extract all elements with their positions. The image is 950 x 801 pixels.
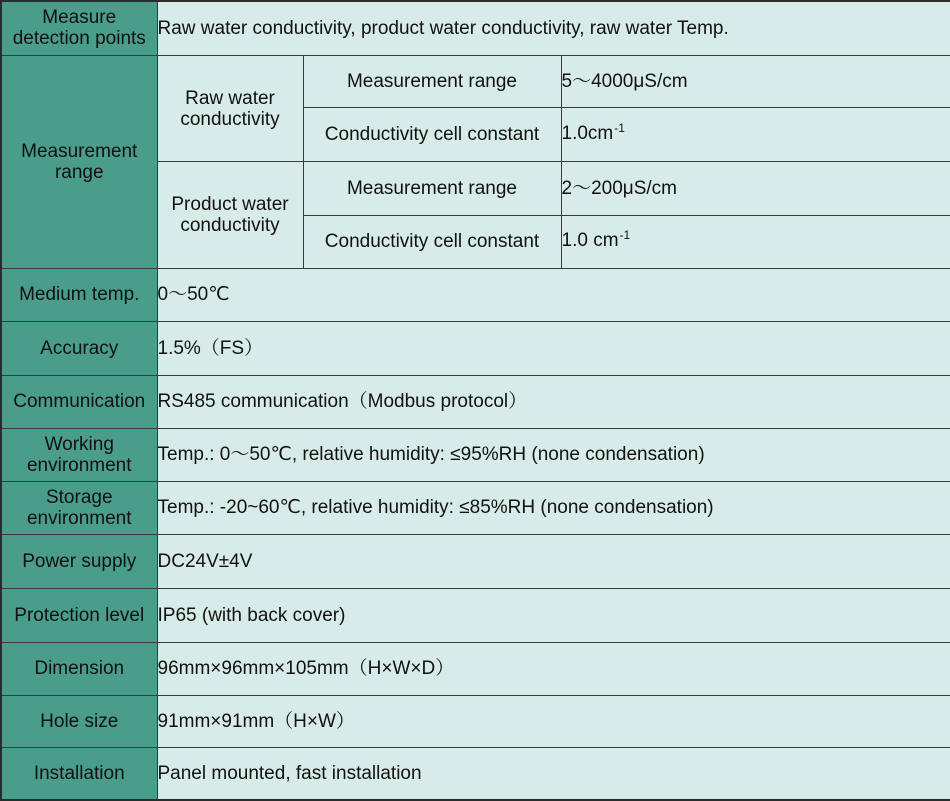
label-protection-level: Protection level [1,589,157,642]
value-product-cell-constant: 1.0 $cm^{-1}$ [561,215,950,268]
label-raw-cell-constant: Conductivity cell constant [303,108,561,162]
label-product-water-conductivity: Product water conductivity [157,162,303,269]
row-power-supply [1,535,950,589]
label-working-environment: Working environment [1,428,157,481]
row-measurement-raw-range [1,55,950,107]
value-raw-cell-constant: $1.0cm^{-1}$ [561,108,950,162]
label-product-cell-constant: Conductivity cell constant [303,215,561,268]
label-accuracy: Accuracy [1,322,157,376]
label-measurement-range: Measurement range [1,55,157,268]
label-dimension: Dimension [1,642,157,695]
row-protection-level [1,589,950,642]
label-storage-environment: Storage environment [1,481,157,534]
row-hole-size [1,695,950,747]
label-medium-temp: Medium temp. [1,268,157,321]
value-power-supply: DC24V±4V [157,535,950,589]
value-product-measurement-range: 2～200μS/cm [561,162,950,215]
value-protection-level: IP65 (with back cover) [157,589,950,642]
label-raw-measurement-range: Measurement range [303,55,561,107]
value-raw-measurement-range: 5～4000μS/cm [561,55,950,107]
row-accuracy [1,322,950,376]
row-working-environment [1,428,950,481]
value-storage-environment: Temp.: -20~60℃, relative humidity: ≤85%RH (none condensation) [157,481,950,534]
value-medium-temp: 0～50℃ [157,268,950,321]
row-detection-points [1,1,950,55]
value-hole-size: 91mm×91mm（H×W） [157,695,950,747]
label-raw-water-conductivity: Raw water conductivity [157,55,303,162]
row-installation [1,748,950,800]
label-hole-size: Hole size [1,695,157,747]
row-communication [1,376,950,428]
value-working-environment: Temp.: 0～50℃, relative humidity: ≤95%RH (none condensation) [157,428,950,481]
label-power-supply: Power supply [1,535,157,589]
label-communication: Communication [1,376,157,428]
value-detection-points: Raw water conductivity, product water conductivity, raw water Temp. [157,1,950,55]
row-storage-environment [1,481,950,534]
value-accuracy: 1.5%（FS） [157,322,950,376]
value-communication: RS485 communication（Modbus protocol） [157,376,950,428]
row-medium-temp [1,268,950,321]
value-installation: Panel mounted, fast installation [157,748,950,800]
value-dimension: 96mm×96mm×105mm（H×W×D） [157,642,950,695]
label-installation: Installation [1,748,157,800]
label-product-measurement-range: Measurement range [303,162,561,215]
label-detection-points: Measure detection points [1,1,157,55]
row-dimension [1,642,950,695]
